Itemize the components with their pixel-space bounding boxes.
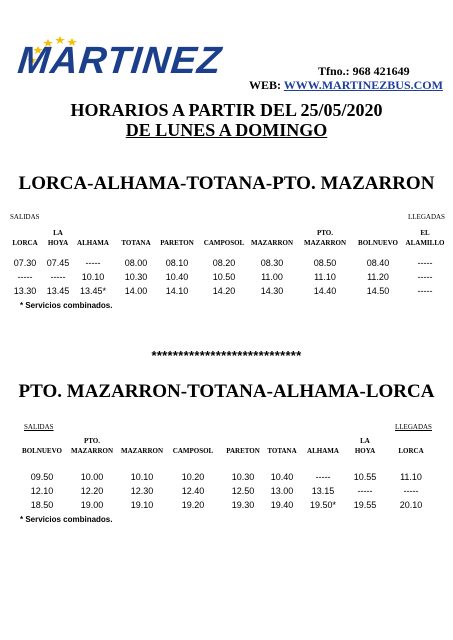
website-link[interactable]: WWW.MARTINEZBUS.COM bbox=[283, 78, 443, 92]
column-header: LORCA bbox=[12, 239, 38, 247]
time-cell: 12.30 bbox=[130, 486, 154, 496]
time-cell: 13.00 bbox=[270, 486, 294, 496]
time-cell: ----- bbox=[85, 258, 101, 268]
column-header: PTO. bbox=[316, 229, 333, 237]
salidas-label: SALIDAS bbox=[10, 213, 40, 221]
column-header: LORCA bbox=[398, 447, 424, 455]
time-cell: 20.10 bbox=[399, 500, 423, 510]
time-cell: 07.45 bbox=[46, 258, 70, 268]
time-cell: 14.00 bbox=[124, 286, 148, 296]
company-logo bbox=[15, 34, 224, 84]
time-cell: 14.30 bbox=[260, 286, 284, 296]
time-cell: ----- bbox=[417, 286, 433, 296]
combined-services-note: * Servicios combinados. bbox=[20, 301, 113, 310]
llegadas-label: LLEGADAS bbox=[408, 213, 445, 221]
column-header: MAZARRON bbox=[304, 239, 346, 247]
column-header: CAMPOSOL bbox=[172, 447, 214, 455]
separator-asterisks: **************************** bbox=[151, 348, 302, 363]
time-cell: 13.45* bbox=[79, 286, 107, 296]
time-cell: 10.30 bbox=[124, 272, 148, 282]
column-header: BOLNUEVO bbox=[358, 239, 398, 247]
schedule-date-title: HORARIOS A PARTIR DEL 25/05/2020 bbox=[70, 100, 383, 120]
time-cell: 10.50 bbox=[212, 272, 236, 282]
web-label: WEB: bbox=[249, 78, 284, 92]
time-cell: 09.50 bbox=[30, 472, 54, 482]
column-header: MAZARRON bbox=[251, 239, 293, 247]
time-cell: 10.20 bbox=[181, 472, 205, 482]
website-line bbox=[249, 78, 443, 93]
time-cell: 12.20 bbox=[80, 486, 104, 496]
time-cell: 08.00 bbox=[124, 258, 148, 268]
schedule-days-title: DE LUNES A DOMINGO bbox=[125, 120, 328, 140]
time-cell: 08.10 bbox=[165, 258, 189, 268]
time-cell: 14.50 bbox=[366, 286, 390, 296]
column-header: PTO. bbox=[83, 437, 100, 445]
column-header: LA bbox=[53, 229, 63, 237]
time-cell: 19.50* bbox=[309, 500, 337, 510]
route-title-outbound: LORCA-ALHAMA-TOTANA-PTO. MAZARRON bbox=[18, 173, 435, 194]
time-cell: 12.10 bbox=[30, 486, 54, 496]
logo-text: MARTINEZ bbox=[15, 40, 224, 82]
route-title-return: PTO. MAZARRON-TOTANA-ALHAMA-LORCA bbox=[18, 381, 435, 402]
time-cell: 10.55 bbox=[353, 472, 377, 482]
time-cell: 10.40 bbox=[270, 472, 294, 482]
time-cell: 10.10 bbox=[130, 472, 154, 482]
time-cell: 11.00 bbox=[261, 272, 283, 282]
time-cell: 14.40 bbox=[313, 286, 337, 296]
time-cell: 19.20 bbox=[181, 500, 205, 510]
time-cell: 19.00 bbox=[80, 500, 104, 510]
time-cell: 07.30 bbox=[13, 258, 37, 268]
time-cell: 14.10 bbox=[165, 286, 189, 296]
column-header: MAZARRON bbox=[121, 447, 163, 455]
time-cell: 10.40 bbox=[165, 272, 189, 282]
time-cell: 18.50 bbox=[30, 500, 54, 510]
time-cell: 10.30 bbox=[231, 472, 255, 482]
column-header: ALHAMA bbox=[77, 239, 109, 247]
time-cell: 19.30 bbox=[231, 500, 255, 510]
time-cell: ----- bbox=[417, 272, 433, 282]
time-cell: 13.15 bbox=[311, 486, 335, 496]
time-cell: 12.50 bbox=[231, 486, 255, 496]
time-cell: 08.40 bbox=[366, 258, 390, 268]
time-cell: 19.55 bbox=[353, 500, 377, 510]
salidas-label: SALIDAS bbox=[24, 423, 54, 431]
time-cell: 13.45 bbox=[46, 286, 70, 296]
time-cell: 11.10 bbox=[314, 272, 336, 282]
column-header: MAZARRON bbox=[71, 447, 113, 455]
time-cell: ----- bbox=[403, 486, 419, 496]
time-cell: 10.10 bbox=[81, 272, 105, 282]
time-cell: ----- bbox=[357, 486, 373, 496]
column-header: TOTANA bbox=[267, 447, 297, 455]
time-cell: ----- bbox=[417, 258, 433, 268]
time-cell: 08.50 bbox=[313, 258, 337, 268]
column-header: EL bbox=[420, 229, 430, 237]
column-header: LA bbox=[360, 437, 370, 445]
column-header: CAMPOSOL bbox=[203, 239, 245, 247]
time-cell: 19.40 bbox=[270, 500, 294, 510]
time-cell: 11.20 bbox=[367, 272, 389, 282]
time-cell: 11.10 bbox=[400, 472, 422, 482]
time-cell: 12.40 bbox=[181, 486, 205, 496]
column-header: ALAMILLO bbox=[405, 239, 445, 247]
time-cell: 08.30 bbox=[260, 258, 284, 268]
time-cell: ----- bbox=[315, 472, 331, 482]
time-cell: 10.00 bbox=[80, 472, 104, 482]
column-header: ALHAMA bbox=[307, 447, 339, 455]
column-header: PARETON bbox=[160, 239, 194, 247]
llegadas-label: LLEGADAS bbox=[395, 423, 432, 431]
column-header: PARETON bbox=[226, 447, 260, 455]
time-cell: ----- bbox=[50, 272, 66, 282]
time-cell: ----- bbox=[17, 272, 33, 282]
column-header: BOLNUEVO bbox=[22, 447, 62, 455]
time-cell: 19.10 bbox=[130, 500, 154, 510]
time-cell: 14.20 bbox=[212, 286, 236, 296]
column-header: HOYA bbox=[47, 239, 69, 247]
combined-services-note: * Servicios combinados. bbox=[20, 515, 113, 524]
time-cell: 13.30 bbox=[13, 286, 37, 296]
column-header: HOYA bbox=[354, 447, 376, 455]
phone-number: Tfno.: 968 421649 bbox=[318, 64, 410, 78]
column-header: TOTANA bbox=[121, 239, 151, 247]
time-cell: 08.20 bbox=[212, 258, 236, 268]
